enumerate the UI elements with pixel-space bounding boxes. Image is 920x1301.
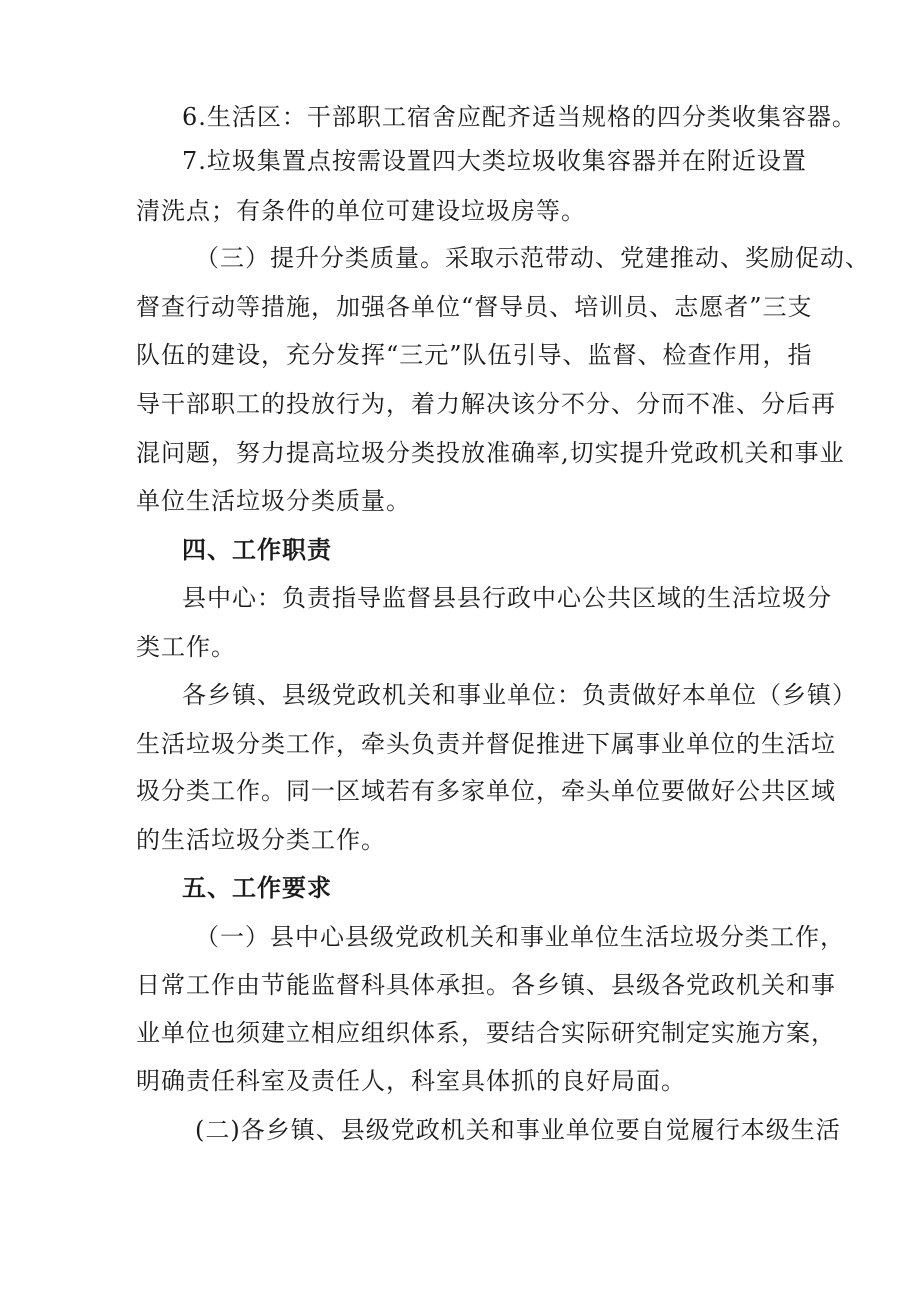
paragraph-line: 日常工作由节能监督科具体承担。各乡镇、县级各党政机关和事: [136, 971, 836, 999]
paragraph-line: 的生活垃圾分类工作。: [136, 826, 386, 854]
paragraph-line: 类工作。: [136, 633, 236, 661]
section-heading-requirements: 五、工作要求: [182, 874, 332, 902]
paragraph-line: 各乡镇、县级党政机关和事业单位：负责做好本单位（乡镇）: [182, 681, 857, 709]
paragraph-line: （三）提升分类质量。采取示范带动、党建推动、奖励促动、: [195, 244, 870, 272]
section-heading-duties: 四、工作职责: [182, 536, 332, 564]
paragraph-line: （一）县中心县级党政机关和事业单位生活垃圾分类工作，: [195, 923, 845, 951]
paragraph-line: (二)各乡镇、县级党政机关和事业单位要自觉履行本级生活: [195, 1116, 841, 1144]
paragraph-line: 清洗点；有条件的单位可建设垃圾房等。: [136, 197, 586, 225]
paragraph-line: 业单位也须建立相应组织体系，要结合实际研究制定实施方案，: [136, 1019, 836, 1047]
paragraph-line: 圾分类工作。同一区域若有多家单位，牵头单位要做好公共区域: [136, 777, 836, 805]
paragraph-line: 导干部职工的投放行为，着力解决该分不分、分而不准、分后再: [136, 390, 836, 418]
paragraph-line: 队伍的建设，充分发挥“三元”队伍引导、监督、检查作用，指: [136, 341, 813, 369]
paragraph-line: 生活垃圾分类工作，牵头负责并督促推进下属事业单位的生活垃: [136, 730, 836, 758]
paragraph-line: 县中心：负责指导监督县县行政中心公共区域的生活垃圾分: [182, 584, 832, 612]
paragraph-line: 单位生活垃圾分类质量。: [136, 487, 411, 515]
paragraph-line: 明确责任科室及责任人，科室具体抓的良好局面。: [136, 1067, 686, 1095]
paragraph-line: 7.垃圾集置点按需设置四大类垃圾收集容器并在附近设置: [182, 147, 807, 175]
paragraph-line: 6.生活区：干部职工宿舍应配齐适当规格的四分类收集容器。: [182, 103, 857, 131]
paragraph-line: 督查行动等措施，加强各单位“督导员、培训员、志愿者”三支: [136, 293, 813, 321]
paragraph-line: 混问题，努力提高垃圾分类投放准确率,切实提升党政机关和事业: [136, 439, 845, 467]
